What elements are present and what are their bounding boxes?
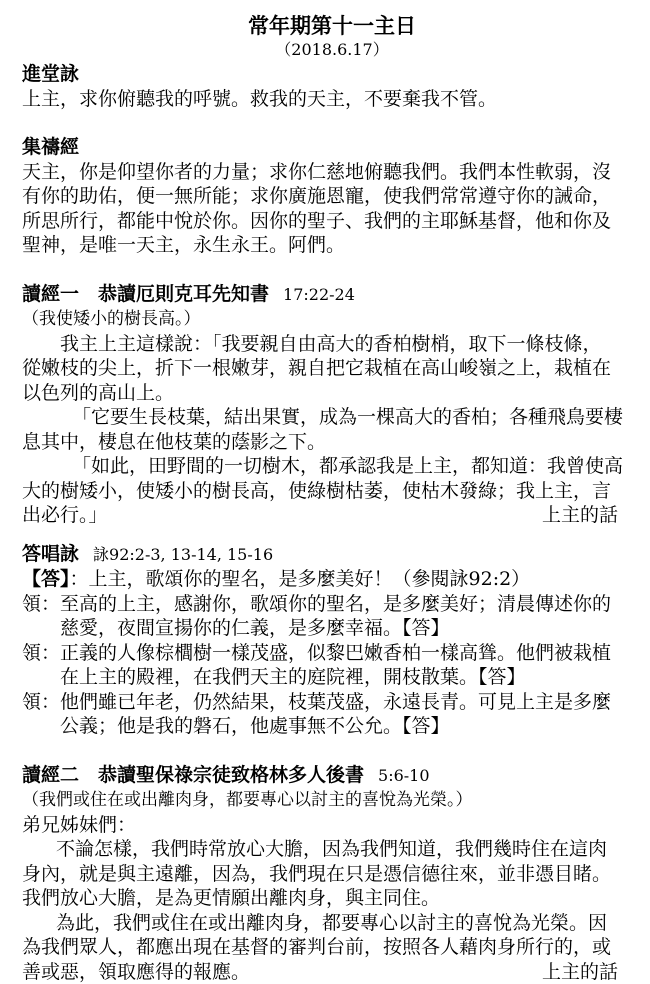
reading1-para3 xyxy=(22,454,632,528)
reading1-para1 xyxy=(22,332,632,406)
collect-line: 天主，你是仰望你者的力量；求你仁慈地俯聽我們。我們本性軟弱，沒 xyxy=(22,160,632,185)
reading2-heading xyxy=(22,763,632,789)
spacer xyxy=(22,739,632,763)
response-text: ：上主，歌頌你的聖名，是多麼美好！（參閱詠92:2） xyxy=(70,568,531,590)
text-line: 「如此，田野間的一切樹木，都承認我是上主，都知道：我曾使高 xyxy=(22,454,632,479)
psalm-verse xyxy=(22,641,632,690)
text-line: 我們放心大膽，是為更情願出離肉身，與主同住。 xyxy=(22,886,632,911)
text-line: 領：至高的上主，感謝你，歌頌你的聖名，是多麼美好；清晨傳述你的 xyxy=(22,592,632,617)
reading1-subtitle: （我使矮小的樹長高。） xyxy=(22,307,632,332)
text-line: 為此，我們或住在或出離肉身，都要專心以討主的喜悅為光榮。因 xyxy=(22,911,632,936)
psalm-verse xyxy=(22,690,632,739)
psalm-heading xyxy=(22,542,632,568)
reading2-closing: 上主的話 xyxy=(542,960,618,984)
collect-line: 聖神，是唯一天主，永生永王。阿們。 xyxy=(22,233,632,258)
reading1-heading xyxy=(22,282,632,308)
reading1-closing: 上主的話 xyxy=(542,503,618,528)
page-date: （2018.6.17） xyxy=(32,40,632,60)
text-line: 出必行。」 xyxy=(22,504,108,526)
text-line: 領：正義的人像棕櫚樹一樣茂盛，似黎巴嫩香柏一樣高聳。他們被栽植 xyxy=(22,641,632,666)
text-line: 為我們眾人，都應出現在基督的審判台前，按照各人藉肉身所行的，或 xyxy=(22,935,632,960)
reading1-para2 xyxy=(22,405,632,454)
psalm-response xyxy=(22,567,632,592)
response-label: 【答】 xyxy=(22,568,70,590)
reading2-para2 xyxy=(22,911,632,984)
text-line: 善或惡，領取應得的報應。 xyxy=(22,961,250,983)
collect-line: 所思所行，都能中悅於你。因你的聖子、我們的主耶穌基督，他和你及 xyxy=(22,209,632,234)
text-line: 不論怎樣，我們時常放心大膽，因為我們知道，我們幾時住在這肉 xyxy=(22,837,632,862)
text-line: 以色列的高山上。 xyxy=(22,381,632,406)
reading2-subtitle: （我們或住在或出離肉身，都要專心以討主的喜悅為光榮。） xyxy=(22,788,632,813)
reading1-ref: 17:22-24 xyxy=(283,285,355,304)
psalm-ref: 詠92:2-3, 13-14, 15-16 xyxy=(93,545,273,564)
text-line: 「它要生長枝葉，結出果實，成為一棵高大的香柏；各種飛鳥要棲 xyxy=(22,405,632,430)
reading2-title: 讀經二 恭讀聖保祿宗徒致格林多人後書 xyxy=(22,764,364,786)
text-line: 在上主的殿裡，在我們天主的庭院裡，開枝散葉。【答】 xyxy=(22,665,632,690)
page-title: 常年期第十一主日 xyxy=(32,12,632,40)
spacer xyxy=(22,111,632,135)
psalm-verse xyxy=(22,592,632,641)
psalm-title: 答唱詠 xyxy=(22,543,79,565)
collect-text xyxy=(22,160,632,258)
text-line-with-closing xyxy=(22,960,632,984)
text-line: 我主上主這樣說：「我要親自由高大的香柏樹梢，取下一條枝條， xyxy=(22,332,632,357)
spacer xyxy=(22,528,632,542)
reading2-ref: 5:6-10 xyxy=(378,766,430,785)
collect-heading: 集禱經 xyxy=(22,135,632,160)
reading2-para1 xyxy=(22,837,632,911)
text-line: 大的樹矮小，使矮小的樹長高，使綠樹枯萎，使枯木發綠；我上主，言 xyxy=(22,479,632,504)
text-line: 公義；他是我的磐石，他處事無不公允。【答】 xyxy=(22,714,632,739)
spacer xyxy=(22,258,632,282)
text-line: 息其中，棲息在他枝葉的蔭影之下。 xyxy=(22,430,632,455)
lectionary-page xyxy=(22,12,632,984)
text-line: 慈愛，夜間宣揚你的仁義，是多麼幸福。【答】 xyxy=(22,616,632,641)
reading1-title: 讀經一 恭讀厄則克耳先知書 xyxy=(22,283,269,305)
reading2-greeting: 弟兄姊妹們： xyxy=(22,813,632,838)
text-line-with-closing xyxy=(22,503,632,528)
text-line: 領：他們雖已年老，仍然結果，枝葉茂盛，永遠長青。可見上主是多麼 xyxy=(22,690,632,715)
entrance-text: 上主，求你俯聽我的呼號。救我的天主，不要棄我不管。 xyxy=(22,87,632,112)
text-line: 從嫩枝的尖上，折下一根嫩芽，親自把它栽植在高山峻嶺之上，栽植在 xyxy=(22,356,632,381)
entrance-heading: 進堂詠 xyxy=(22,62,632,87)
collect-line: 有你的助佑，便一無所能；求你廣施恩寵，使我們常常遵守你的誡命， xyxy=(22,184,632,209)
text-line: 身內，就是與主遠離，因為，我們現在只是憑信德往來，並非憑目睹。 xyxy=(22,862,632,887)
